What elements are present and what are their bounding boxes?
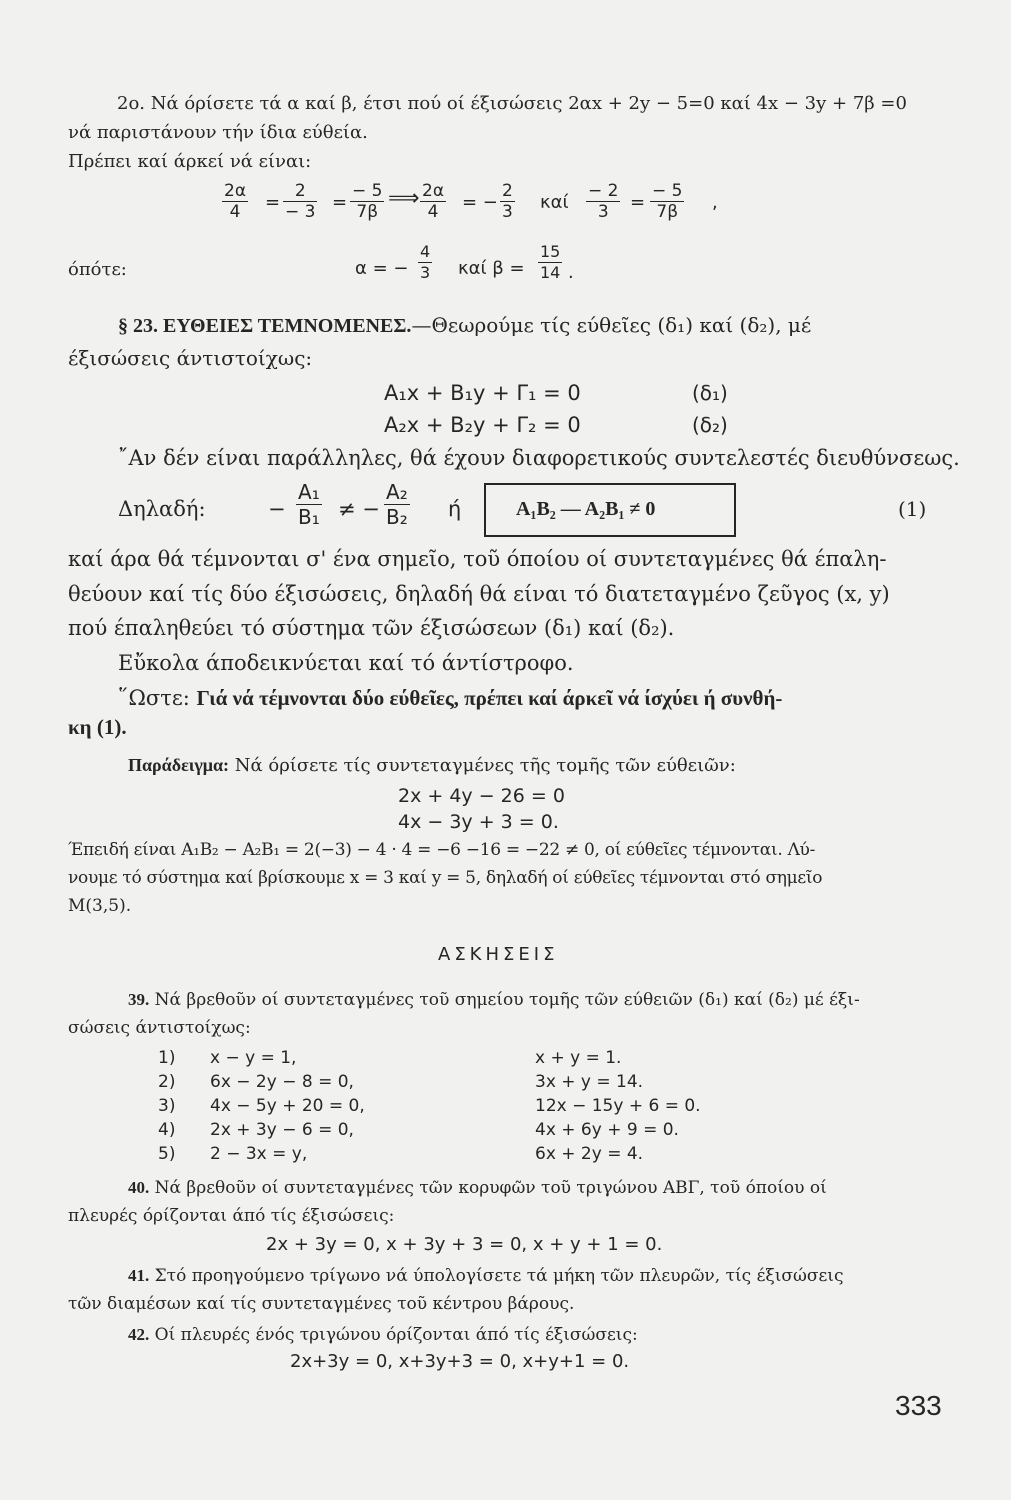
- frac-2-neg3: $\frac{2}{- 3}$: [285, 181, 316, 222]
- example-solution-2: νουμε τό σύστημα καί βρίσκουμε x = 3 καί y = 5, δηλαδή οί εύθεῖες τέμνονται στό σημεῖο: [68, 868, 823, 888]
- frac-a2-b2: $\frac{\text{A₂}}{\text{B₂}}$: [386, 480, 408, 529]
- frac-neg2-3: $\frac{- 2}{3}$: [588, 181, 619, 222]
- period: .: [568, 262, 574, 283]
- exercise-41: [128, 1264, 843, 1288]
- equals-sign: =: [265, 192, 281, 213]
- frac-2a-4-b: $\frac{2\alpha}{4}$: [422, 181, 445, 222]
- exercise-39-item-eq1: 2 − 3x = y,: [210, 1144, 308, 1164]
- page-number: 333: [895, 1390, 942, 1421]
- exercise-39-item-eq1: 6x − 2y − 8 = 0,: [210, 1072, 354, 1092]
- implies-arrow: ⟹: [388, 186, 420, 211]
- example-eq-a: 2x + 4y − 26 = 0: [398, 785, 565, 807]
- equation-d1-tag: (δ₁): [692, 381, 728, 405]
- example-solution-1: Έπειδή είναι A₁B₂ − A₂B₁ = 2(−3) − 4 · 4 = −6 −16 = −22 ≠ 0, οί εύθεῖες τέμνονται. Λύ-: [68, 840, 816, 860]
- section-intro2: έξισώσεις άντιστοίχως:: [68, 346, 313, 370]
- exercise-39-item-number: 5): [158, 1144, 176, 1164]
- exercise-39-item-eq1: x − y = 1,: [210, 1048, 297, 1068]
- frac-2a-4: $\frac{2\alpha}{4}$: [224, 181, 247, 222]
- exercise-39-number: 39.: [128, 990, 150, 1009]
- section-intro: —Θεωρούμε τίς εύθεῖες (δ₁) καί (δ₂), μέ: [411, 313, 812, 337]
- exercise-40: [128, 1176, 827, 1200]
- exercise-39-item-eq1: 4x − 5y + 20 = 0,: [210, 1096, 365, 1116]
- exercise-42: [128, 1323, 638, 1347]
- exercise-40-equations: 2x + 3y = 0, x + 3y + 3 = 0, x + y + 1 = 0.: [266, 1234, 663, 1255]
- exercise-39-text2: σώσεις άντιστοίχως:: [68, 1018, 251, 1038]
- exercise-41-text: Στό προηγούμενο τρίγωνο νά ύπολογίσετε τά μήκη τῶν πλευρῶν, τίς έξισώσεις: [154, 1266, 844, 1286]
- paragraph-intersect-2: θεύουν καί τίς δύο έξισώσεις, δηλαδή θά είναι τό διατεταγμένο ζεῦγος (x, y): [68, 582, 890, 606]
- exercise-40-text: Νά βρεθοῦν οί συντεταγμένες τῶν κορυφῶν τοῦ τριγώνου ΑΒΓ, τοῦ όποίου οί: [154, 1178, 827, 1198]
- conclusion-line2: κη (1).: [68, 715, 127, 739]
- equals-sign: =: [332, 192, 348, 213]
- condition-tag: (1): [898, 497, 927, 521]
- exercise-39-item-number: 4): [158, 1120, 176, 1140]
- exercise-39-item-eq1: 2x + 3y − 6 = 0,: [210, 1120, 354, 1140]
- equation-d2: A₂x + B₂y + Γ₂ = 0: [384, 413, 581, 437]
- exercise-39-item-number: 2): [158, 1072, 176, 1092]
- exercise-39: [128, 988, 860, 1012]
- exercise-41-text2: τῶν διαμέσων καί τίς συντεταγμένες τοῦ κέντρου βάρους.: [68, 1294, 575, 1314]
- example-label: Παράδειγμα:: [128, 755, 230, 775]
- exercise-41-number: 41.: [128, 1266, 150, 1285]
- conclusion-line1: [118, 686, 782, 710]
- frac-4-3: $\frac{4}{3}$: [420, 242, 431, 282]
- exercise-42-equations: 2x+3y = 0, x+3y+3 = 0, x+y+1 = 0.: [290, 1351, 630, 1372]
- frac-15-14: $\frac{15}{14}$: [540, 242, 561, 282]
- minus-sign: −: [268, 497, 286, 521]
- paragraph-intersect-1: καί άρα θά τέμνονται σ' ένα σημεῖο, τοῦ όποίου οί συντεταγμένες θά έπαλη-: [68, 547, 887, 571]
- boxed-condition-text: A₁B₂ — A₂B₁ ≠ 0: [516, 498, 656, 520]
- beta-eq: καί β =: [458, 258, 525, 279]
- exercise-39-item-eq2: 6x + 2y = 4.: [535, 1144, 644, 1164]
- ex2-line1: 2ο. Νά όρίσετε τά α καί β, έτσι πού οί έξισώσεις 2αx + 2y − 5=0 καί 4x − 3y + 7β =0: [117, 93, 907, 114]
- paragraph-parallel: ῎Αν δέν είναι παράλληλες, θά έχουν διαφορετικούς συντελεστές διευθύνσεως.: [118, 446, 960, 470]
- comma: ,: [712, 192, 718, 213]
- paragraph-converse: Εὔκολα άποδεικνύεται καί τό άντίστροφο.: [118, 651, 574, 675]
- and-word: καί: [540, 192, 569, 213]
- exercise-42-number: 42.: [128, 1325, 150, 1344]
- exercise-40-number: 40.: [128, 1178, 150, 1197]
- frac-neg5-7b: $\frac{- 5}{7\beta}$: [352, 181, 383, 222]
- exercise-40-text2: πλευρές όρίζονται άπό τίς έξισώσεις:: [68, 1206, 395, 1226]
- alpha-eq: α = −: [355, 258, 409, 279]
- not-equal-minus: ≠ −: [338, 497, 380, 521]
- equals-minus: = −: [462, 192, 498, 213]
- exercise-39-item-number: 1): [158, 1048, 176, 1068]
- example-eq-b: 4x − 3y + 3 = 0.: [398, 811, 559, 833]
- ex2-line2: νά παριστάνουν τήν ίδια εύθεία.: [68, 122, 368, 143]
- frac-2-3: $\frac{2}{3}$: [502, 181, 513, 222]
- boxed-condition: [484, 483, 736, 537]
- section-23-heading-line: [118, 313, 811, 338]
- exercise-39-item-eq2: 3x + y = 14.: [535, 1072, 644, 1092]
- or-word: ή: [448, 497, 462, 521]
- conclusion-bold: Γιά νά τέμνονται δύο εύθεῖες, πρέπει καί άρκεῖ νά ίσχύει ή συνθή-: [196, 686, 783, 710]
- example-solution-3: M(3,5).: [68, 896, 132, 916]
- exercises-title: ΑΣΚΗΣΕΙΣ: [438, 944, 559, 965]
- equation-d1: A₁x + B₁y + Γ₁ = 0: [384, 381, 581, 405]
- opote-label: όπότε:: [68, 259, 127, 280]
- exercise-39-item-eq2: x + y = 1.: [535, 1048, 622, 1068]
- paragraph-intersect-3: πού έπαληθεύει τό σύστημα τῶν έξισώσεων (δ₁) καί (δ₂).: [68, 616, 675, 640]
- ex2-line3: Πρέπει καί άρκεί νά είναι:: [68, 151, 312, 172]
- example-text: Νά όρίσετε τίς συντεταγμένες τῆς τομῆς τῶν εύθειῶν:: [234, 755, 736, 776]
- exercise-39-text: Νά βρεθοῦν οί συντεταγμένες τοῦ σημείου τομῆς τῶν εύθειῶν (δ₁) καί (δ₂) μέ έξι-: [154, 990, 860, 1010]
- exercise-39-item-eq2: 12x − 15y + 6 = 0.: [535, 1096, 701, 1116]
- equals-sign: =: [630, 192, 646, 213]
- example-line: [128, 753, 736, 778]
- exercise-39-item-number: 3): [158, 1096, 176, 1116]
- dilad-label: Δηλαδή:: [118, 497, 206, 521]
- equation-d2-tag: (δ₂): [692, 413, 728, 437]
- section-heading: § 23. ΕΥΘΕΙΕΣ ΤΕΜΝΟΜΕΝΕΣ.: [118, 315, 412, 337]
- frac-neg5-7b-b: $\frac{- 5}{7\beta}$: [652, 181, 683, 222]
- conclusion-lead: ῞Ωστε:: [118, 686, 190, 710]
- exercise-42-text: Οί πλευρές ένός τριγώνου όρίζονται άπό τίς έξισώσεις:: [154, 1325, 638, 1345]
- frac-a1-b1: $\frac{\text{A₁}}{\text{B₁}}$: [298, 480, 320, 529]
- exercise-39-item-eq2: 4x + 6y + 9 = 0.: [535, 1120, 679, 1140]
